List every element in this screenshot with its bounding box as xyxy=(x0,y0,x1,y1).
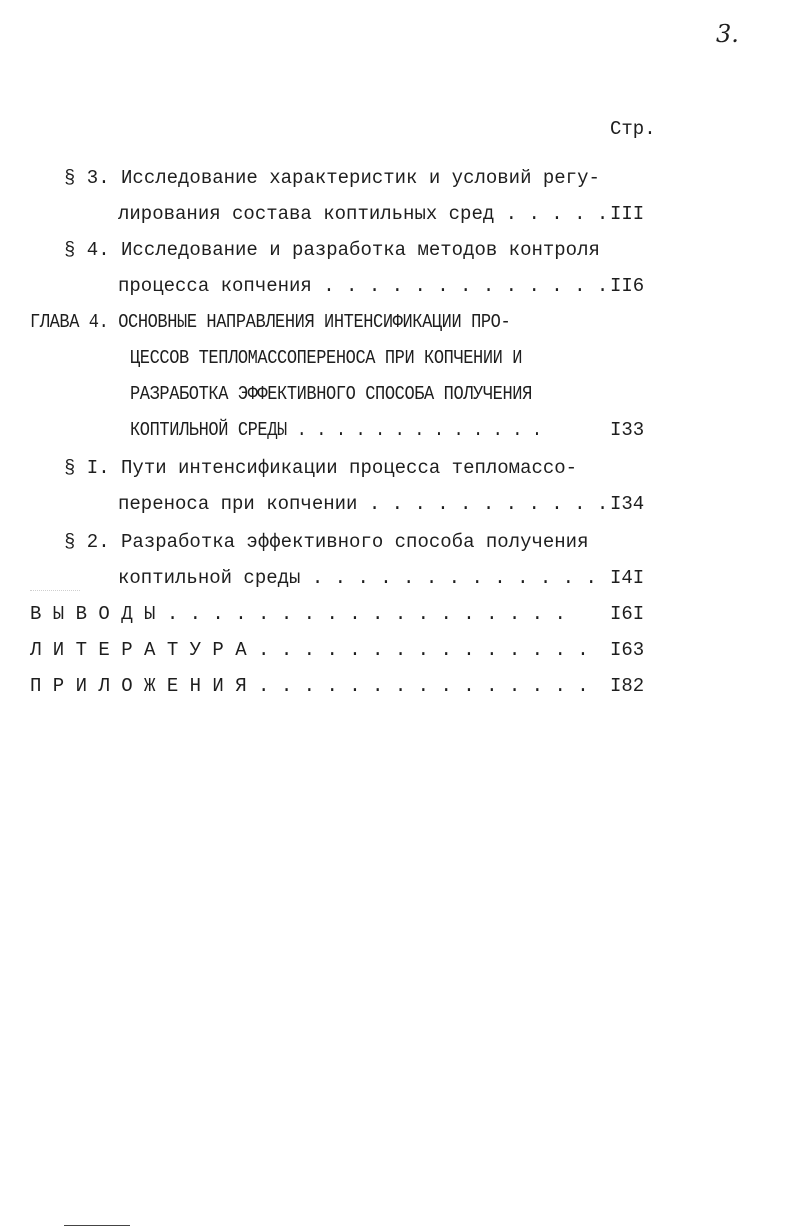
toc-entry-section-4-page: II6 xyxy=(610,275,645,297)
toc-entry-chapter-4-line2: ЦЕССОВ ТЕПЛОМАССОПЕРЕНОСА ПРИ КОПЧЕНИИ И xyxy=(130,348,523,370)
toc-entry-section-1-page: I34 xyxy=(610,493,645,515)
scan-artifact xyxy=(30,590,80,591)
toc-entry-chapter-4-page: I33 xyxy=(610,419,645,441)
toc-entry-section-3-line1: § 3. Исследование характеристик и условий регу- xyxy=(64,167,600,189)
toc-entry-section-2-line1: § 2. Разработка эффективного способа получения xyxy=(64,531,589,553)
toc-entry-section-1-line2: переноса при копчении . . . . . . . . . . . xyxy=(118,493,609,515)
toc-entry-section-3-page: III xyxy=(610,203,645,225)
toc-entry-literature: Л И Т Е Р А Т У Р А . . . . . . . . . . . . . . . xyxy=(30,639,589,661)
toc-entry-conclusions-page: I6I xyxy=(610,603,645,625)
toc-entry-section-2-page: I4I xyxy=(610,567,645,589)
toc-entry-chapter-4-line1: ГЛАВА 4. ОСНОВНЫЕ НАПРАВЛЕНИЯ ИНТЕНСИФИКАЦИИ ПРО- xyxy=(30,312,511,334)
toc-entry-section-3-line2: лирования состава коптильных сред . . . . . xyxy=(118,203,609,225)
toc-entry-section-4-line1: § 4. Исследование и разработка методов контроля xyxy=(64,239,600,261)
toc-entry-literature-page: I63 xyxy=(610,639,645,661)
footer-rule xyxy=(64,1225,130,1226)
toc-entry-section-2-line2: коптильной среды . . . . . . . . . . . . . xyxy=(118,567,597,589)
toc-entry-chapter-4-line4: КОПТИЛЬНОЙ СРЕДЫ . . . . . . . . . . . . . xyxy=(130,420,542,442)
toc-entry-section-1-line1: § I. Пути интенсификации процесса тепломассо- xyxy=(64,457,578,479)
toc-entry-appendices-page: I82 xyxy=(610,675,645,697)
page-number: 3. xyxy=(716,20,739,48)
toc-entry-conclusions: В Ы В О Д Ы . . . . . . . . . . . . . . . . . . xyxy=(30,603,566,625)
toc-entry-section-4-line2: процесса копчения . . . . . . . . . . . . . xyxy=(118,275,609,297)
column-header-page: Стр. xyxy=(610,118,656,140)
toc-entry-appendices: П Р И Л О Ж Е Н И Я . . . . . . . . . . . . . . . xyxy=(30,675,589,697)
toc-entry-chapter-4-line3: РАЗРАБОТКА ЭФФЕКТИВНОГО СПОСОБА ПОЛУЧЕНИЯ xyxy=(130,384,532,406)
